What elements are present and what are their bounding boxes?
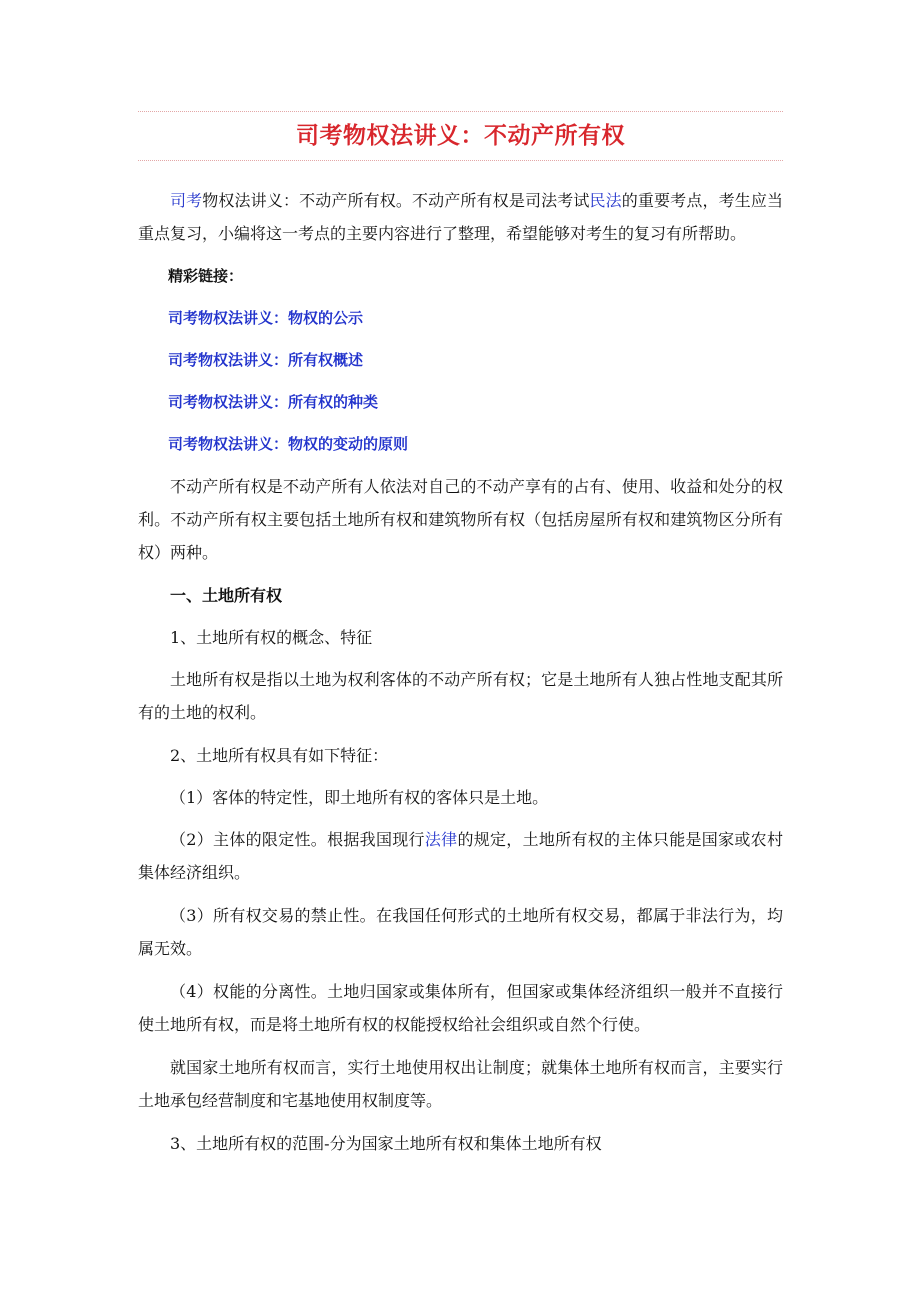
related-link-item (138, 302, 783, 335)
feature-2 (138, 823, 783, 889)
related-links-label: 精彩链接： (168, 267, 244, 285)
feature-1: （1）客体的特定性，即土地所有权的客体只是土地。 (170, 788, 549, 807)
feature-4: （4）权能的分离性。土地归国家或集体所有，但国家或集体经济组织一般并不直接行使土地所有权，而是将土地所有权的权能授权给社会组织或自然个行使。 (138, 982, 783, 1034)
item1-heading: 1、土地所有权的概念、特征 (170, 628, 373, 647)
law-link[interactable]: 法律 (424, 830, 458, 849)
definition-paragraph: 不动产所有权是不动产所有人依法对自己的不动产享有的占有、使用、收益和处分的权利。不动产所有权主要包括土地所有权和建筑物所有权（包括房屋所有权和建筑物区分所有权）两种。 (138, 477, 783, 562)
intro-text-1: 物权法讲义：不动产所有权。不动产所有权是司法考试 (202, 191, 590, 210)
intro-text-2: 的重要考点，考生应当重点复习，小编将这一考点的主要内容进行了整理，希望能够对考生的复习有所帮助。 (138, 191, 783, 243)
page-title: 司考物权法讲义：不动产所有权 (296, 122, 625, 149)
related-link-change-principles[interactable]: 司考物权法讲义：物权的变动的原则 (168, 435, 409, 453)
civil-law-link[interactable]: 民法 (589, 191, 622, 210)
related-link-item (138, 428, 783, 461)
related-link-ownership-overview[interactable]: 司考物权法讲义：所有权概述 (168, 351, 364, 369)
item3-heading: 3、土地所有权的范围-分为国家土地所有权和集体土地所有权 (170, 1134, 602, 1153)
related-link-item (138, 386, 783, 419)
title-top-rule (138, 111, 783, 112)
feature-2-text-before: （2）主体的限定性。根据我国现行 (170, 830, 425, 849)
related-link-publicity[interactable]: 司考物权法讲义：物权的公示 (168, 309, 364, 327)
related-link-ownership-types[interactable]: 司考物权法讲义：所有权的种类 (168, 393, 379, 411)
title-bottom-rule (138, 160, 783, 161)
sikao-link[interactable]: 司考 (170, 191, 203, 210)
related-link-item (138, 344, 783, 377)
feature-3: （3）所有权交易的禁止性。在我国任何形式的土地所有权交易，都属于非法行为，均属无效。 (138, 906, 783, 958)
item1-text: 土地所有权是指以土地为权利客体的不动产所有权；它是土地所有人独占性地支配其所有的土地的权利。 (138, 670, 783, 722)
item2-heading: 2、土地所有权具有如下特征： (170, 746, 389, 765)
intro-paragraph (138, 184, 783, 250)
feature-2-text-after: 的规定，土地所有权的主体只能是国家或农村集体经济组织。 (138, 830, 783, 882)
article-body (138, 184, 783, 1170)
national-land-paragraph: 就国家土地所有权而言，实行土地使用权出让制度；就集体土地所有权而言，主要实行土地承包经营制度和宅基地使用权制度等。 (138, 1058, 783, 1110)
section-heading-land-ownership: 一、土地所有权 (170, 586, 283, 605)
